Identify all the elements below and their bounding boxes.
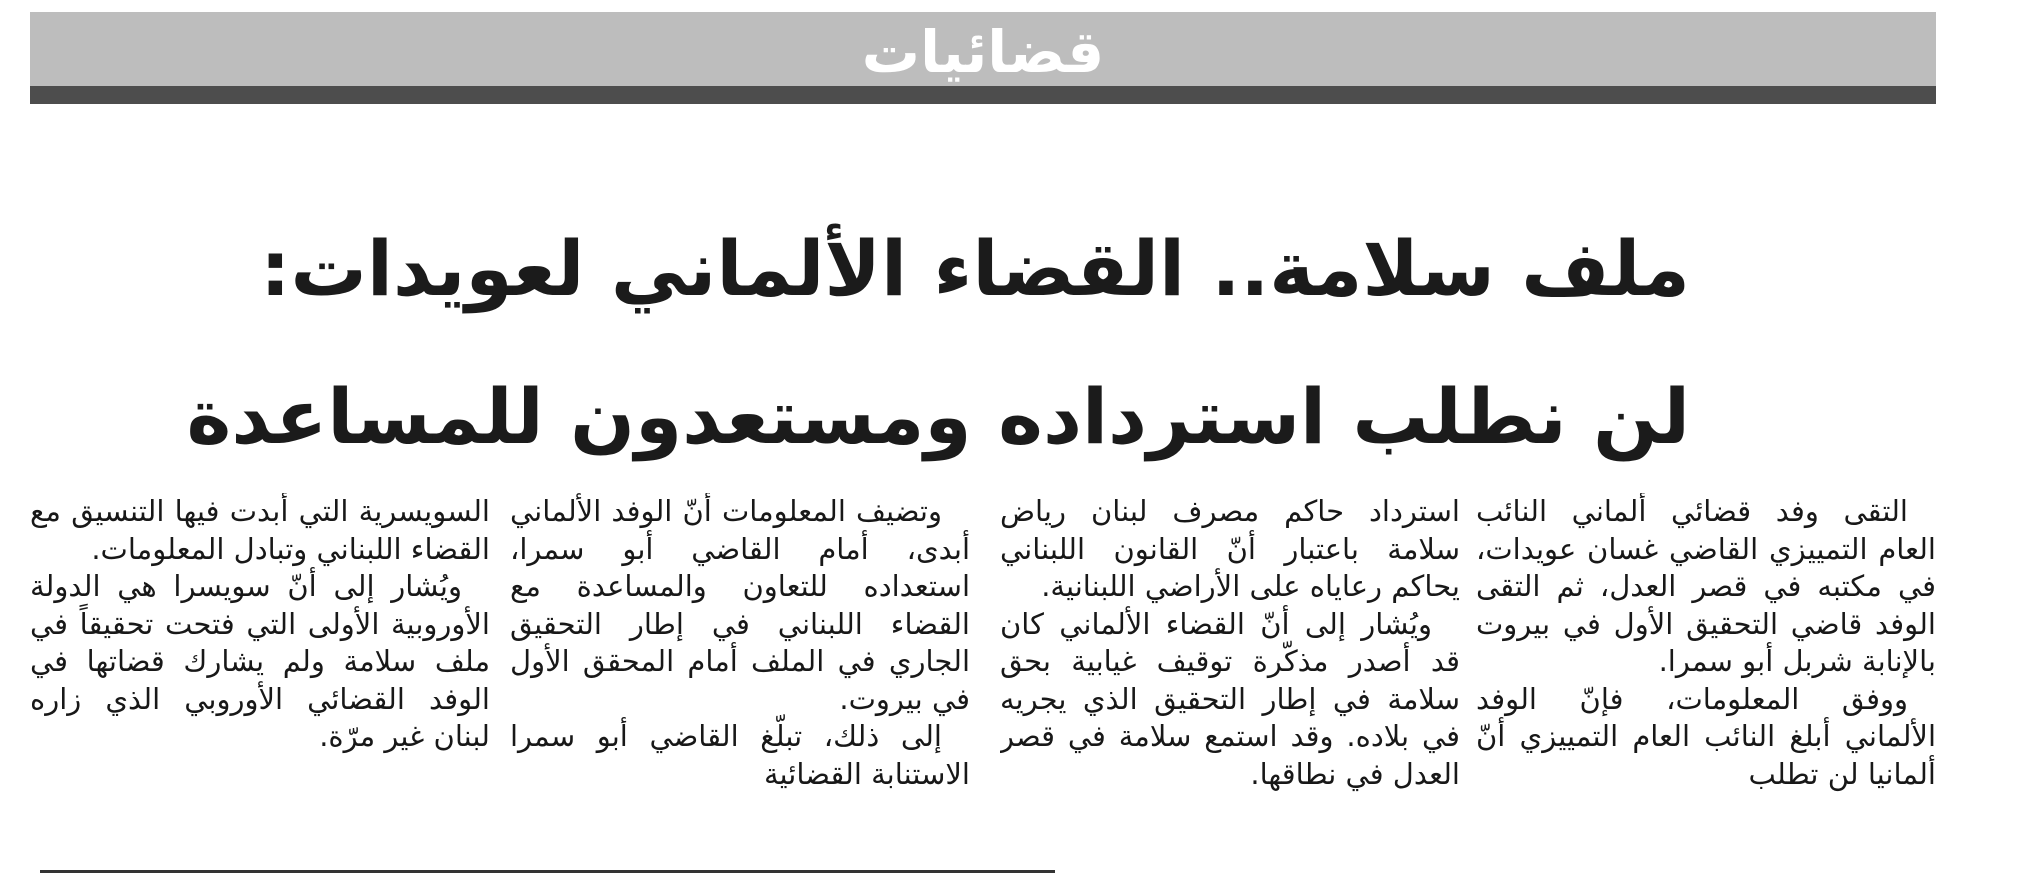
column-2-paragraph-1: استرداد حاكم مصرف لبنان رياض سلامة باعتبار أنّ القانون اللبناني يحاكم رعاياه على الأراضي اللبنانية. — [1000, 494, 1460, 603]
headline-line-1: ملف سلامة.. القضاء الألماني لعويدات: — [260, 224, 1690, 313]
column-4-paragraph-1: السويسرية التي أبدت فيها التنسيق مع القضاء اللبناني وتبادل المعلومات. — [30, 494, 490, 566]
article-column-3 — [510, 493, 970, 868]
section-title: قضائيات — [861, 18, 1105, 86]
headline-line-2: لن نطلب استرداده ومستعدون للمساعدة — [186, 372, 1690, 461]
column-1-paragraph-1: التقى وفد قضائي ألماني النائب العام التمييزي القاضي غسان عويدات، في مكتبه في قصر العدل، ثم التقى الوفد قاضي التحقيق الأول في بيروت بالإنابة شربل أبو سمرا. — [1476, 494, 1936, 678]
bottom-rule — [40, 870, 1055, 873]
article-column-2 — [1000, 493, 1460, 868]
column-4-paragraph-2: ويُشار إلى أنّ سويسرا هي الدولة الأوروبية الأولى التي فتحت تحقيقاً في ملف سلامة ولم يشارك قضاتها في الوفد القضائي الأوروبي الذي زاره لبنان غير مرّة. — [30, 569, 490, 753]
section-banner-rule — [30, 86, 1936, 104]
column-3-paragraph-2: إلى ذلك، تبلّغ القاضي أبو سمرا الاستنابة القضائية — [510, 719, 970, 791]
section-banner — [30, 12, 1936, 86]
article-headline — [186, 195, 1690, 491]
article-column-1 — [1476, 493, 1936, 868]
article-column-4 — [30, 493, 490, 868]
column-3-paragraph-1: وتضيف المعلومات أنّ الوفد الألماني أبدى، أمام القاضي أبو سمرا، استعداده للتعاون والمساعدة مع القضاء اللبناني في إطار التحقيق الجاري في الملف أمام المحقق الأول في بيروت. — [510, 494, 970, 716]
column-2-paragraph-2: ويُشار إلى أنّ القضاء الألماني كان قد أصدر مذكّرة توقيف غيابية بحق سلامة في إطار التحقيق الذي يجريه في بلاده. وقد استمع سلامة في قصر العدل في نطاقها. — [1000, 606, 1460, 791]
column-1-paragraph-2: ووفق المعلومات، فإنّ الوفد الألماني أبلغ النائب العام التمييزي أنّ ألمانيا لن تطلب — [1476, 681, 1936, 791]
